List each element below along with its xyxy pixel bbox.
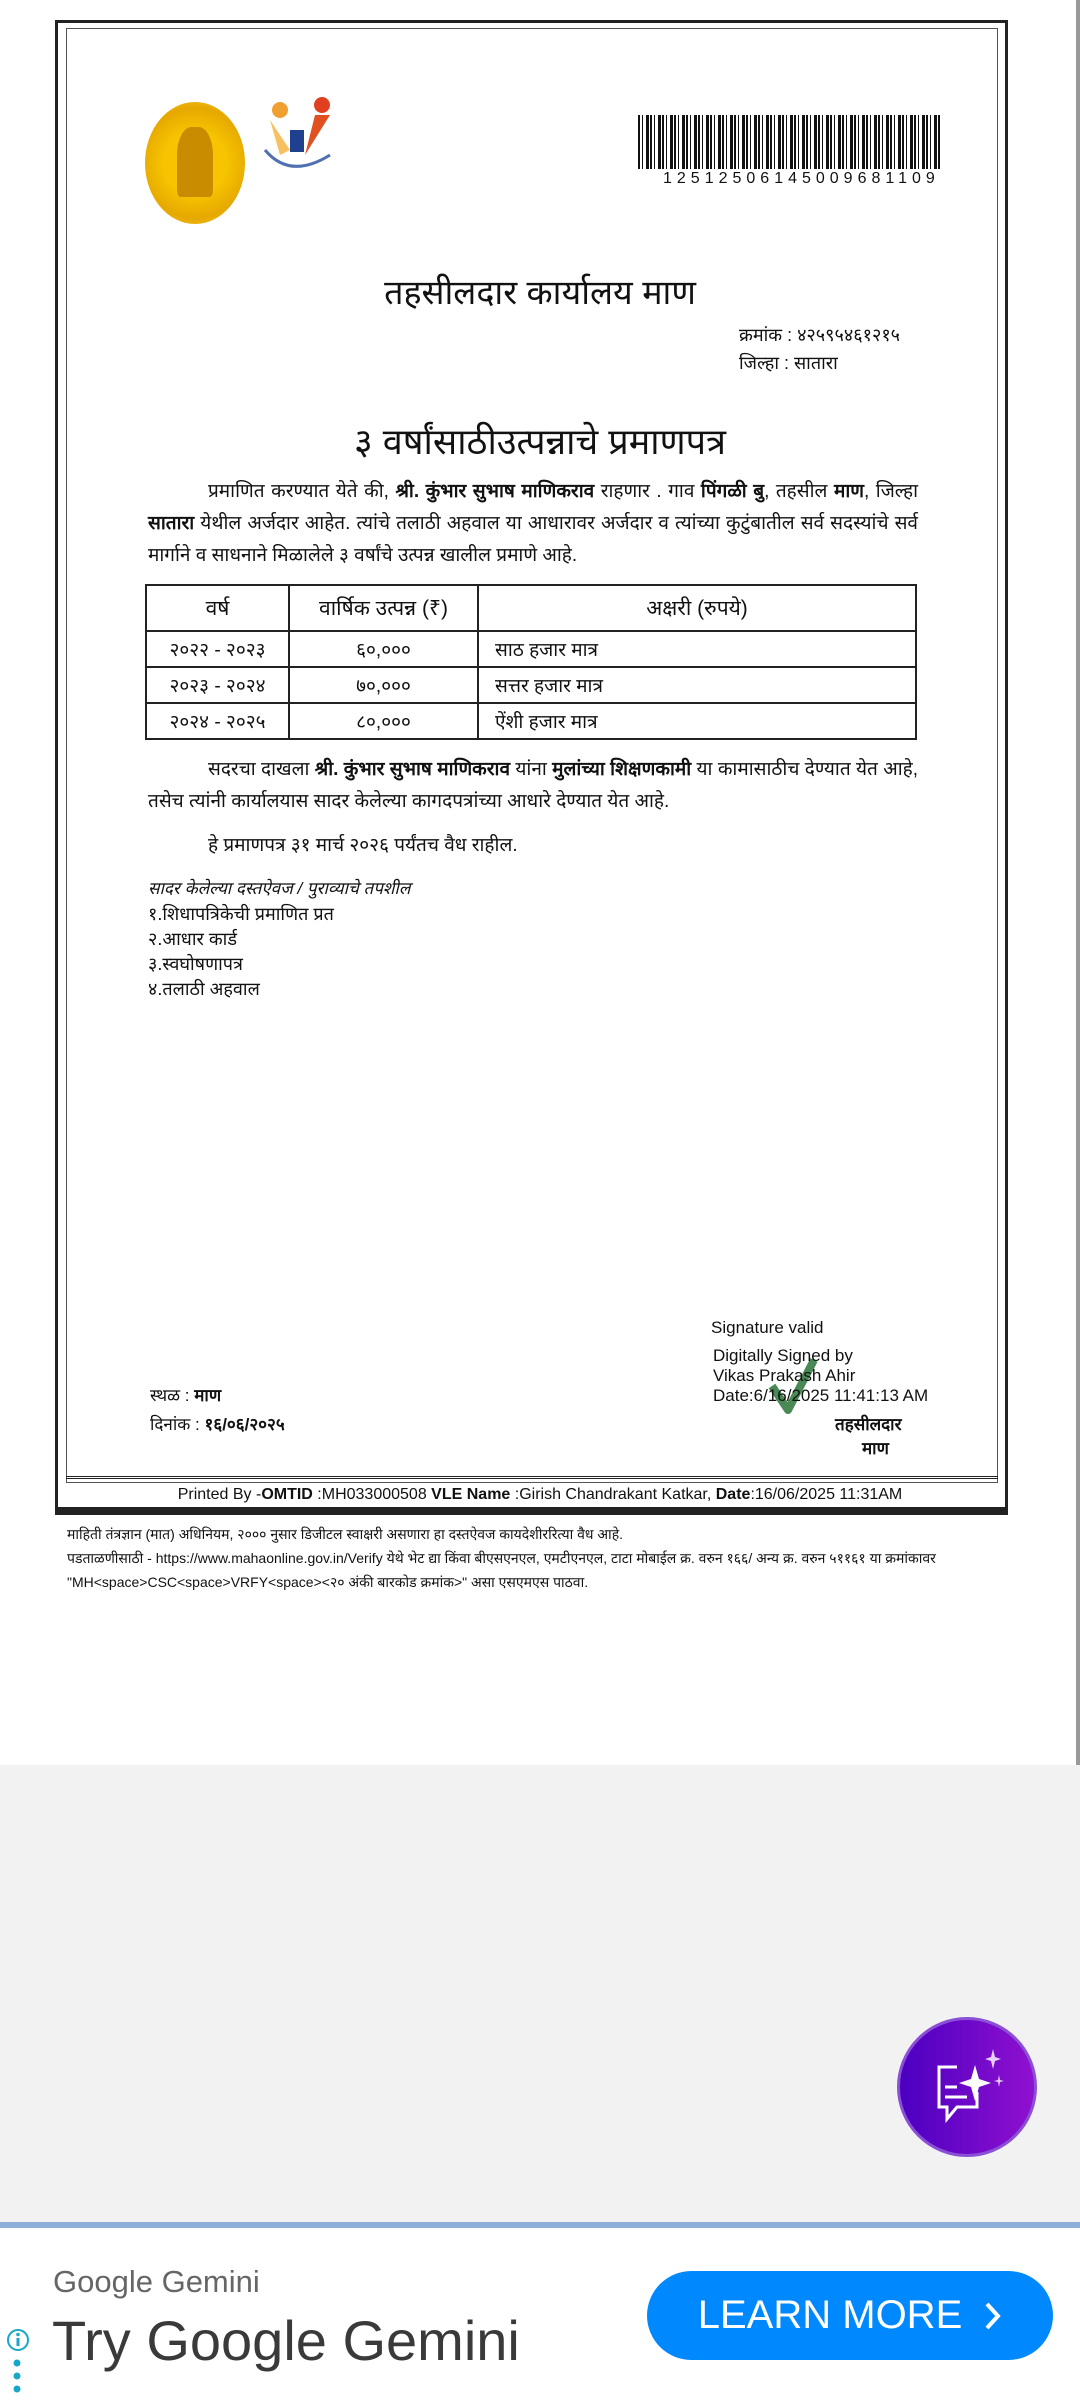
maharashtra-seal-logo [145, 102, 245, 224]
text: , तहसील [764, 481, 834, 502]
text: या कामासाठीच देण्यात येत आहे, तसेच त्यांनी कार्यालयास सादर केलेल्या कागदपत्रांच्या आधारे देण्यात येत आहे. [148, 759, 918, 812]
text: राहणार . गाव [594, 481, 701, 502]
income: ६०,००० [289, 631, 478, 667]
place-row [150, 1383, 221, 1406]
table-row [146, 667, 916, 703]
text: Printed By - [177, 1486, 262, 1503]
text: येथील अर्जदार आहेत. त्यांचे तलाठी अहवाल या आधारावर अर्जदार व त्यांच्या कुटुंबातील सर्व सदस्यांचे सर्व मार्गाने व साधनाने मिळालेले ३ वर्षांचे उत्पन्न खालील प्रमाणे आहे. [148, 513, 918, 566]
certificate-paragraph-2 [148, 754, 918, 818]
certificate-title: ३ वर्षांसाठीउत्पन्नाचे प्रमाणपत्र [354, 421, 726, 462]
ad-headline[interactable]: Try Google Gemini [52, 2309, 520, 2372]
document-item: १.शिधापत्रिकेची प्रमाणित प्रत [148, 904, 334, 924]
signed-by: Digitally Signed by [713, 1346, 853, 1365]
text: Date [715, 1486, 751, 1503]
ad-menu-icon[interactable] [12, 2358, 22, 2394]
text: सदरचा दाखला [208, 759, 315, 780]
year: २०२४ - २०२५ [146, 703, 289, 739]
ad-advertiser: Google Gemini [53, 2264, 260, 2299]
learn-more-button[interactable] [647, 2271, 1053, 2360]
document-item: ४.तलाठी अहवाल [148, 979, 260, 999]
date-label: दिनांक : [150, 1415, 200, 1434]
text: VLE Name [431, 1486, 511, 1503]
year: २०२३ - २०२४ [146, 667, 289, 703]
income: ८०,००० [289, 703, 478, 739]
purpose: मुलांच्या शिक्षणकामी [552, 759, 692, 780]
header-income: वार्षिक उत्पन्न (₹) [289, 585, 478, 631]
signer-name: Vikas Prakash Ahir [713, 1366, 856, 1385]
signature-block [713, 1346, 928, 1406]
table-row [146, 631, 916, 667]
sparkle-chat-icon [927, 2047, 1007, 2127]
text: :16/06/2025 11:31AM [750, 1486, 903, 1503]
office-title: तहसीलदार कार्यालय माण [384, 274, 696, 312]
sign-date: Date:6/16/2025 11:41:13 AM [713, 1386, 929, 1405]
income-words: सत्तर हजार मात्र [478, 667, 916, 703]
date-value: १६/०६/२०२५ [204, 1415, 285, 1434]
kramank: क्रमांक : ४२५९५४६१२१५ [739, 325, 901, 345]
certificate-body [148, 476, 918, 1002]
district: सातारा [148, 513, 195, 534]
income-words: साठ हजार मात्र [478, 631, 916, 667]
validity-text: हे प्रमाणपत्र ३१ मार्च २०२६ पर्यंतच वैध राहील. [208, 835, 518, 856]
document-item: २.आधार कार्ड [148, 929, 237, 949]
certificate-paragraph-1 [148, 476, 918, 572]
date-row [150, 1412, 285, 1435]
text: यांना [510, 759, 553, 780]
ad-info-icon[interactable] [6, 2328, 30, 2352]
chevron-right-icon [984, 2301, 1002, 2331]
divider [66, 1476, 998, 1479]
tehsil: माण [833, 481, 864, 502]
income: ७०,००० [289, 667, 478, 703]
jilha: जिल्हा : सातारा [739, 353, 838, 373]
document-item: ३.स्वघोषणापत्र [148, 954, 243, 974]
text: :MH033000508 [312, 1486, 432, 1503]
signatory-place: माण [862, 1439, 889, 1458]
income-words: ऐंशी हजार मात्र [478, 703, 916, 739]
footer-note-1: माहिती तंत्रज्ञान (मात) अधिनियम, २००० नुसार डिजीटल स्वाक्षरी असणारा हा दस्तऐवज कायदेशीररित्या वैध आहे. [67, 1526, 624, 1542]
applicant-name: श्री. कुंभार सुभाष माणिकराव [395, 481, 595, 502]
place-value: माण [194, 1386, 222, 1405]
place-label: स्थळ : [150, 1386, 190, 1405]
footer-note-3: "MH<space>CSC<space>VRFY<space><२० अंकी बारकोड क्रमांक>" असा एसएमएस पाठवा. [67, 1574, 589, 1590]
applicant-name: श्री. कुंभार सुभाष माणिकराव [314, 759, 511, 780]
footer-notes [67, 1522, 1017, 1594]
footer-note-2: पडताळणीसाठी - https://www.mahaonline.gov.in/Verify येथे भेट द्या किंवा बीएसएनएल, एमटीएनएल, टाटा मोबाईल क्र. वरुन १६६/ अन्य क्र. वरुन ५११६१ या क्रमांकावर [67, 1550, 936, 1566]
header-year: वर्ष [146, 585, 289, 631]
text: प्रमाणित करण्यात येते की, [208, 481, 396, 502]
table-header-row [146, 585, 916, 631]
barcode-number: 12512506145009681109 [663, 170, 940, 187]
learn-more-label: LEARN MORE [697, 2293, 963, 2337]
aaple-sarkar-logo [260, 95, 338, 223]
text: :Girish Chandrakant Katkar, [510, 1486, 716, 1503]
signature-valid: Signature valid [711, 1318, 824, 1337]
ai-chat-button[interactable] [897, 2017, 1037, 2157]
table-row [146, 703, 916, 739]
text: , जिल्हा [863, 481, 918, 502]
documents-heading: सादर केलेल्या दस्तऐवज / पुराव्याचे तपशील [148, 879, 411, 898]
text: OMTID [261, 1486, 313, 1503]
village: पिंगळी बु [700, 481, 765, 502]
year: २०२२ - २०२३ [146, 631, 289, 667]
documents-list [148, 902, 918, 1002]
signatory-title: तहसीलदार [835, 1415, 902, 1434]
header-words: अक्षरी (रुपये) [478, 585, 916, 631]
barcode [638, 115, 942, 169]
income-table [145, 584, 917, 740]
printed-by [0, 1486, 1080, 1504]
